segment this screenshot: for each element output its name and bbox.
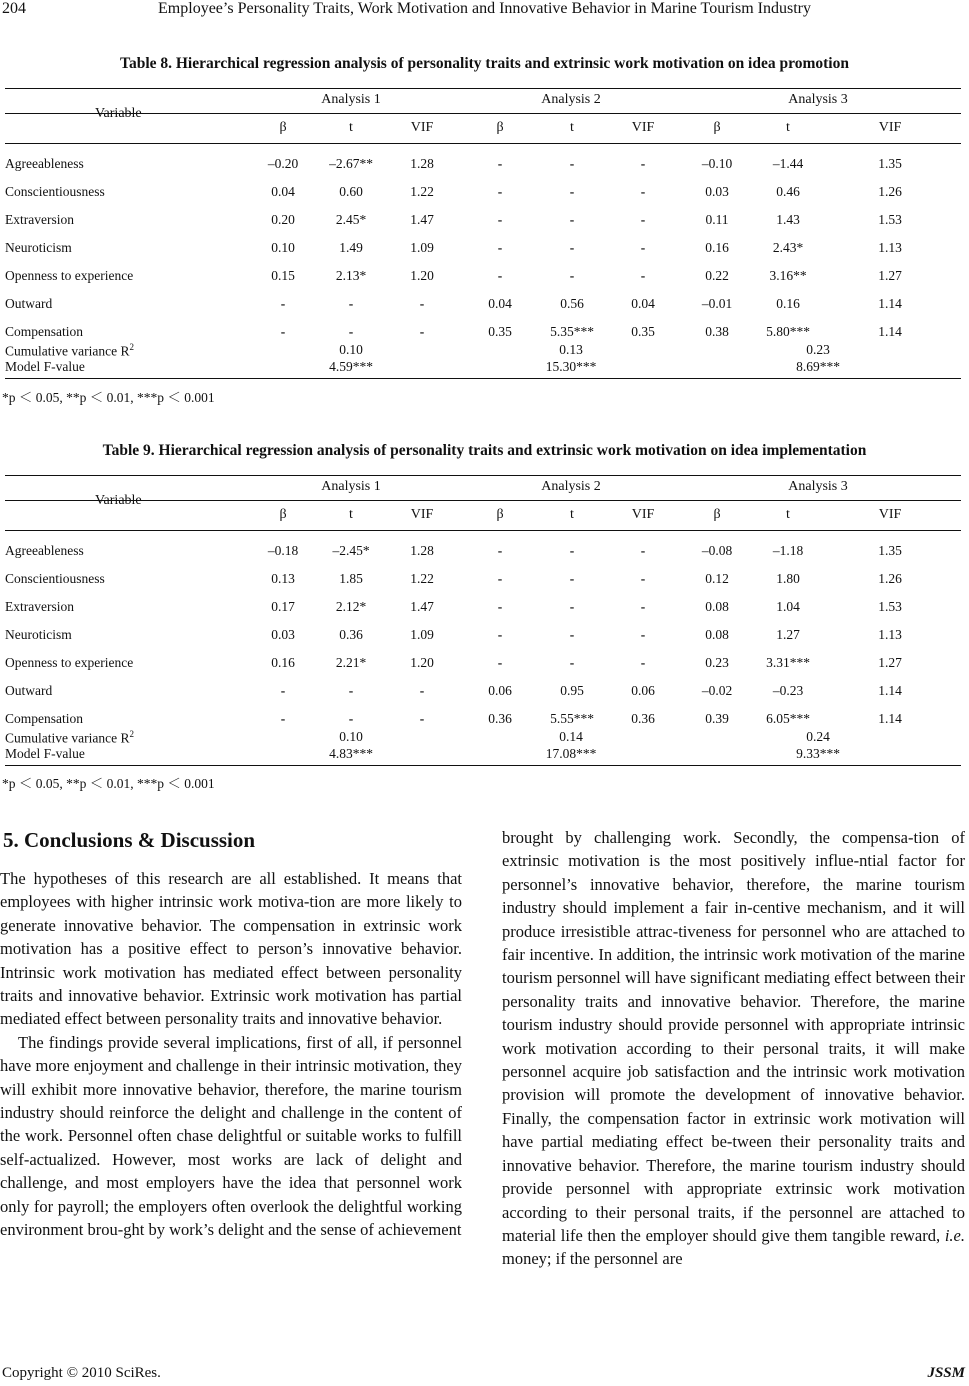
row-label: Compensation bbox=[5, 711, 83, 726]
table-cell: - bbox=[569, 184, 575, 199]
table-cell: - bbox=[497, 156, 503, 171]
row-label: Neuroticism bbox=[5, 240, 72, 255]
column-header: t bbox=[786, 120, 790, 135]
table-cell: - bbox=[419, 683, 425, 698]
column-header: β bbox=[279, 120, 287, 135]
summary-label-text: Cumulative variance R bbox=[5, 343, 130, 359]
table-cell: 0.03 bbox=[271, 627, 295, 642]
table-cell: 0.06 bbox=[631, 683, 655, 698]
table-cell: 0.38 bbox=[705, 324, 729, 339]
row-label: Extraversion bbox=[5, 599, 74, 614]
table-cell: 0.03 bbox=[705, 184, 729, 199]
table-cell: 0.36 bbox=[488, 711, 512, 726]
table-cell: - bbox=[569, 655, 575, 670]
row-label: Neuroticism bbox=[5, 627, 72, 642]
table-cell: - bbox=[419, 296, 425, 311]
table-cell: 6.05*** bbox=[766, 711, 810, 726]
row-label: Extraversion bbox=[5, 212, 74, 227]
summary-label bbox=[5, 729, 134, 747]
table-cell: 1.22 bbox=[410, 184, 434, 199]
table-cell: - bbox=[569, 240, 575, 255]
table-cell: 0.12 bbox=[705, 571, 729, 586]
column-header: VIF bbox=[410, 507, 434, 522]
table-cell: - bbox=[640, 571, 646, 586]
summary-value: 0.13 bbox=[559, 342, 583, 357]
table-cell: - bbox=[497, 627, 503, 642]
paragraph: The findings provide several implications, first of all, if personnel have more enjoyment and challenge in their intrinsic motivation, they will exhibit more innovative behavior, therefore, the marine tourism industry should reinforce the delight and challenge in the content of the work. Personnel often chase delightful or suitable works to fulfill self-actualized. However, most works are lack of delight and challenge, and most employers have the idea that personnel work only for payroll; the employers often overlook the delightful working environment brou-ght by work’s delight and the sense of achievement bbox=[0, 1032, 462, 1240]
paragraph-text: brought by challenging work. Secondly, the compensa-tion of extrinsic motivation is the most positively influe-ntial factor for personnel’s innovative behavior, therefore, the marine tourism industry should implement a fair in-centive mechanism, and it will produce irresistible attrac-tiveness for personnel who are attached to fair incentive. In addition, the intrinsic work motivation of the marine tourism personnel will have significant mediating effect between their personality traits and innovative behavior. Therefore, the marine tourism industry should provide personnel with appropriate intrinsic work motivation according to their personal traits, it will make personnel acquire job satisfaction and the intrinsic work motivation provision will promote the development of innovative behavior. Finally, the compensation factor in extrinsic work motivation will have partial mediating effect be-tween their personality traits and innovative behavior. Therefore, the marine tourism industry should provide personnel with appropriate extrinsic work motivation according to their personal traits, if the personnel are attached to material life then the employer should give them tangible reward, bbox=[502, 828, 965, 1245]
table-cell: 2.21* bbox=[335, 655, 367, 670]
ie-abbreviation: i.e. bbox=[944, 1225, 965, 1245]
table-cell: - bbox=[569, 627, 575, 642]
table-cell: - bbox=[280, 296, 286, 311]
column-header: t bbox=[349, 507, 353, 522]
table-cell: 0.35 bbox=[488, 324, 512, 339]
table-cell: - bbox=[569, 543, 575, 558]
table-cell: –0.08 bbox=[701, 543, 733, 558]
table-cell: 0.17 bbox=[271, 599, 295, 614]
summary-label-text: Model F-value bbox=[5, 359, 85, 374]
paragraph: The hypotheses of this research are all established. It means that employees with higher intrinsic work motiva-tion are more likely to generate innovative behavior. The compensation in extrinsic work motivation has a positive effect to person’s innovative behavior. Intrinsic work motivation has mediated effect between personality traits and innovative behavior. Extrinsic work motivation has partial mediated effect between personality traits and innovative behavior. bbox=[0, 869, 462, 1029]
analysis-header: Analysis 1 bbox=[321, 92, 381, 107]
column-header: t bbox=[570, 120, 574, 135]
table-cell: 0.36 bbox=[339, 627, 363, 642]
table-cell: 5.55*** bbox=[550, 711, 594, 726]
table-9-caption: Table 9. Hierarchical regression analysis of personality traits and extrinsic work motivation on idea implementation bbox=[102, 442, 867, 459]
table-cell: 2.45* bbox=[335, 212, 367, 227]
table-cell: - bbox=[497, 599, 503, 614]
table-cell: –0.18 bbox=[267, 543, 299, 558]
table-cell: 0.04 bbox=[631, 296, 655, 311]
summary-value: 0.10 bbox=[339, 729, 363, 744]
table-cell: 1.35 bbox=[878, 156, 902, 171]
table-cell: 0.20 bbox=[271, 212, 295, 227]
table-cell: - bbox=[640, 627, 646, 642]
table-rule bbox=[5, 143, 961, 144]
column-header: t bbox=[570, 507, 574, 522]
table-cell: 0.46 bbox=[776, 184, 800, 199]
table-cell: 1.47 bbox=[410, 212, 434, 227]
table-cell: 1.47 bbox=[410, 599, 434, 614]
summary-value: 4.83*** bbox=[329, 746, 373, 761]
table-cell: 2.12* bbox=[335, 599, 367, 614]
table-cell: 0.35 bbox=[631, 324, 655, 339]
table-cell: - bbox=[569, 156, 575, 171]
column-header: β bbox=[279, 507, 287, 522]
row-label: Conscientiousness bbox=[5, 571, 105, 586]
table-cell: - bbox=[640, 240, 646, 255]
table-rule bbox=[5, 113, 961, 114]
superscript: 2 bbox=[129, 729, 134, 739]
summary-value: 0.14 bbox=[559, 729, 583, 744]
table-cell: - bbox=[497, 212, 503, 227]
column-header: β bbox=[713, 120, 721, 135]
summary-value: 0.23 bbox=[806, 342, 830, 357]
paragraph-text: money; if the personnel are bbox=[502, 1249, 683, 1269]
column-header: β bbox=[496, 507, 504, 522]
table-cell: 0.56 bbox=[560, 296, 584, 311]
copyright-notice: Copyright © 2010 SciRes. bbox=[2, 1365, 161, 1381]
summary-value: 8.69*** bbox=[796, 359, 840, 374]
table-cell: 1.35 bbox=[878, 543, 902, 558]
row-label: Openness to experience bbox=[5, 268, 134, 283]
table-cell: 2.13* bbox=[335, 268, 367, 283]
table-8-note: *p ＜ 0.05, **p ＜ 0.01, ***p ＜ 0.001 bbox=[2, 390, 215, 405]
table-cell: 1.20 bbox=[410, 655, 434, 670]
table-cell: 3.16** bbox=[769, 268, 807, 283]
table-cell: - bbox=[497, 240, 503, 255]
column-header: VIF bbox=[631, 120, 655, 135]
table-cell: 0.23 bbox=[705, 655, 729, 670]
summary-value: 9.33*** bbox=[796, 746, 840, 761]
column-header: VIF bbox=[878, 507, 902, 522]
table-cell: –1.44 bbox=[772, 156, 804, 171]
summary-label-text: Cumulative variance R bbox=[5, 730, 130, 746]
table-cell: 0.16 bbox=[705, 240, 729, 255]
table-cell: 1.13 bbox=[878, 240, 902, 255]
table-cell: 1.80 bbox=[776, 571, 800, 586]
column-header: VIF bbox=[878, 120, 902, 135]
column-header: t bbox=[349, 120, 353, 135]
analysis-header: Analysis 1 bbox=[321, 479, 381, 494]
variable-header: Variable bbox=[95, 493, 142, 508]
running-head bbox=[0, 0, 969, 22]
table-cell: 0.04 bbox=[488, 296, 512, 311]
journal-abbreviation: JSSM bbox=[927, 1365, 965, 1381]
table-8-caption: Table 8. Hierarchical regression analysis of personality traits and extrinsic work motivation on idea promotion bbox=[120, 55, 849, 72]
table-cell: 1.14 bbox=[878, 324, 902, 339]
table-rule bbox=[5, 500, 961, 501]
table-cell: 0.16 bbox=[776, 296, 800, 311]
table-cell: - bbox=[640, 156, 646, 171]
table-cell: 1.14 bbox=[878, 683, 902, 698]
table-cell: - bbox=[419, 324, 425, 339]
table-8 bbox=[5, 88, 961, 378]
section-heading: 5. Conclusions & Discussion bbox=[3, 828, 256, 852]
table-cell: 1.20 bbox=[410, 268, 434, 283]
summary-value: 15.30*** bbox=[545, 359, 597, 374]
right-column bbox=[502, 826, 965, 1271]
table-cell: 5.80*** bbox=[766, 324, 810, 339]
table-cell: 1.14 bbox=[878, 711, 902, 726]
row-label: Outward bbox=[5, 296, 53, 311]
table-cell: - bbox=[640, 212, 646, 227]
table-cell: - bbox=[640, 184, 646, 199]
summary-value: 0.10 bbox=[339, 342, 363, 357]
table-cell: 1.28 bbox=[410, 543, 434, 558]
superscript: 2 bbox=[129, 342, 134, 352]
summary-label bbox=[5, 746, 85, 762]
table-9 bbox=[5, 475, 961, 765]
left-column bbox=[0, 867, 462, 1242]
table-rule bbox=[5, 475, 961, 476]
table-cell: 5.35*** bbox=[550, 324, 594, 339]
table-cell: - bbox=[419, 711, 425, 726]
table-cell: 1.22 bbox=[410, 571, 434, 586]
table-cell: 1.27 bbox=[878, 268, 902, 283]
table-cell: –2.67** bbox=[329, 156, 373, 171]
table-cell: 1.09 bbox=[410, 627, 434, 642]
table-cell: 1.85 bbox=[339, 571, 363, 586]
row-label: Compensation bbox=[5, 324, 83, 339]
table-cell: 0.15 bbox=[271, 268, 295, 283]
table-cell: 1.13 bbox=[878, 627, 902, 642]
table-cell: - bbox=[348, 683, 354, 698]
page-number: 204 bbox=[2, 0, 26, 17]
table-rule bbox=[5, 765, 961, 766]
analysis-header: Analysis 2 bbox=[541, 479, 601, 494]
analysis-header: Analysis 3 bbox=[788, 92, 848, 107]
row-label: Conscientiousness bbox=[5, 184, 105, 199]
table-cell: - bbox=[497, 655, 503, 670]
table-cell: 0.16 bbox=[271, 655, 295, 670]
table-cell: 0.10 bbox=[271, 240, 295, 255]
table-cell: - bbox=[348, 296, 354, 311]
table-cell: 1.53 bbox=[878, 599, 902, 614]
table-cell: –0.01 bbox=[701, 296, 733, 311]
table-cell: –0.23 bbox=[772, 683, 804, 698]
table-cell: - bbox=[569, 268, 575, 283]
table-cell: 0.08 bbox=[705, 627, 729, 642]
table-rule bbox=[5, 530, 961, 531]
table-cell: 0.04 bbox=[271, 184, 295, 199]
table-cell: - bbox=[640, 655, 646, 670]
table-cell: –0.10 bbox=[701, 156, 733, 171]
running-title: Employee’s Personality Traits, Work Motivation and Innovative Behavior in Marine Tourism Industry bbox=[158, 0, 811, 17]
table-cell: 1.27 bbox=[878, 655, 902, 670]
table-cell: 0.39 bbox=[705, 711, 729, 726]
summary-value: 17.08*** bbox=[545, 746, 597, 761]
row-label: Openness to experience bbox=[5, 655, 134, 670]
table-cell: - bbox=[640, 599, 646, 614]
table-cell: 1.04 bbox=[776, 599, 800, 614]
table-cell: - bbox=[640, 268, 646, 283]
paragraph bbox=[502, 826, 965, 1271]
table-cell: - bbox=[569, 599, 575, 614]
table-cell: 3.31*** bbox=[766, 655, 810, 670]
table-cell: 1.26 bbox=[878, 184, 902, 199]
table-cell: - bbox=[348, 324, 354, 339]
column-header: VIF bbox=[631, 507, 655, 522]
table-cell: 0.06 bbox=[488, 683, 512, 698]
table-cell: –1.18 bbox=[772, 543, 804, 558]
summary-label bbox=[5, 359, 85, 375]
table-cell: - bbox=[497, 268, 503, 283]
table-cell: 1.09 bbox=[410, 240, 434, 255]
row-label: Outward bbox=[5, 683, 53, 698]
column-header: VIF bbox=[410, 120, 434, 135]
table-cell: - bbox=[280, 683, 286, 698]
table-cell: 0.95 bbox=[560, 683, 584, 698]
table-cell: 0.60 bbox=[339, 184, 363, 199]
table-cell: 2.43* bbox=[772, 240, 804, 255]
table-cell: 1.14 bbox=[878, 296, 902, 311]
table-cell: 1.26 bbox=[878, 571, 902, 586]
table-cell: - bbox=[569, 212, 575, 227]
table-cell: - bbox=[569, 571, 575, 586]
summary-value: 4.59*** bbox=[329, 359, 373, 374]
table-cell: 0.22 bbox=[705, 268, 729, 283]
table-cell: - bbox=[348, 711, 354, 726]
summary-label-text: Model F-value bbox=[5, 746, 85, 761]
variable-header: Variable bbox=[95, 106, 142, 121]
table-cell: 0.08 bbox=[705, 599, 729, 614]
table-rule bbox=[5, 378, 961, 379]
analysis-header: Analysis 3 bbox=[788, 479, 848, 494]
table-cell: 1.53 bbox=[878, 212, 902, 227]
analysis-header: Analysis 2 bbox=[541, 92, 601, 107]
table-cell: - bbox=[497, 543, 503, 558]
table-cell: 1.49 bbox=[339, 240, 363, 255]
table-cell: –2.45* bbox=[332, 543, 370, 558]
row-label: Agreeableness bbox=[5, 156, 84, 171]
table-cell: 0.13 bbox=[271, 571, 295, 586]
table-cell: –0.20 bbox=[267, 156, 299, 171]
table-rule bbox=[5, 88, 961, 89]
table-cell: 0.11 bbox=[705, 212, 729, 227]
table-cell: - bbox=[640, 543, 646, 558]
table-cell: 1.28 bbox=[410, 156, 434, 171]
table-cell: –0.02 bbox=[701, 683, 733, 698]
summary-value: 0.24 bbox=[806, 729, 830, 744]
column-header: t bbox=[786, 507, 790, 522]
table-9-note: *p ＜ 0.05, **p ＜ 0.01, ***p ＜ 0.001 bbox=[2, 776, 215, 791]
table-cell: - bbox=[280, 711, 286, 726]
table-cell: 1.43 bbox=[776, 212, 800, 227]
table-cell: - bbox=[497, 184, 503, 199]
table-cell: - bbox=[497, 571, 503, 586]
column-header: β bbox=[713, 507, 721, 522]
summary-label bbox=[5, 342, 134, 360]
table-cell: 0.36 bbox=[631, 711, 655, 726]
table-cell: - bbox=[280, 324, 286, 339]
row-label: Agreeableness bbox=[5, 543, 84, 558]
column-header: β bbox=[496, 120, 504, 135]
table-cell: 1.27 bbox=[776, 627, 800, 642]
